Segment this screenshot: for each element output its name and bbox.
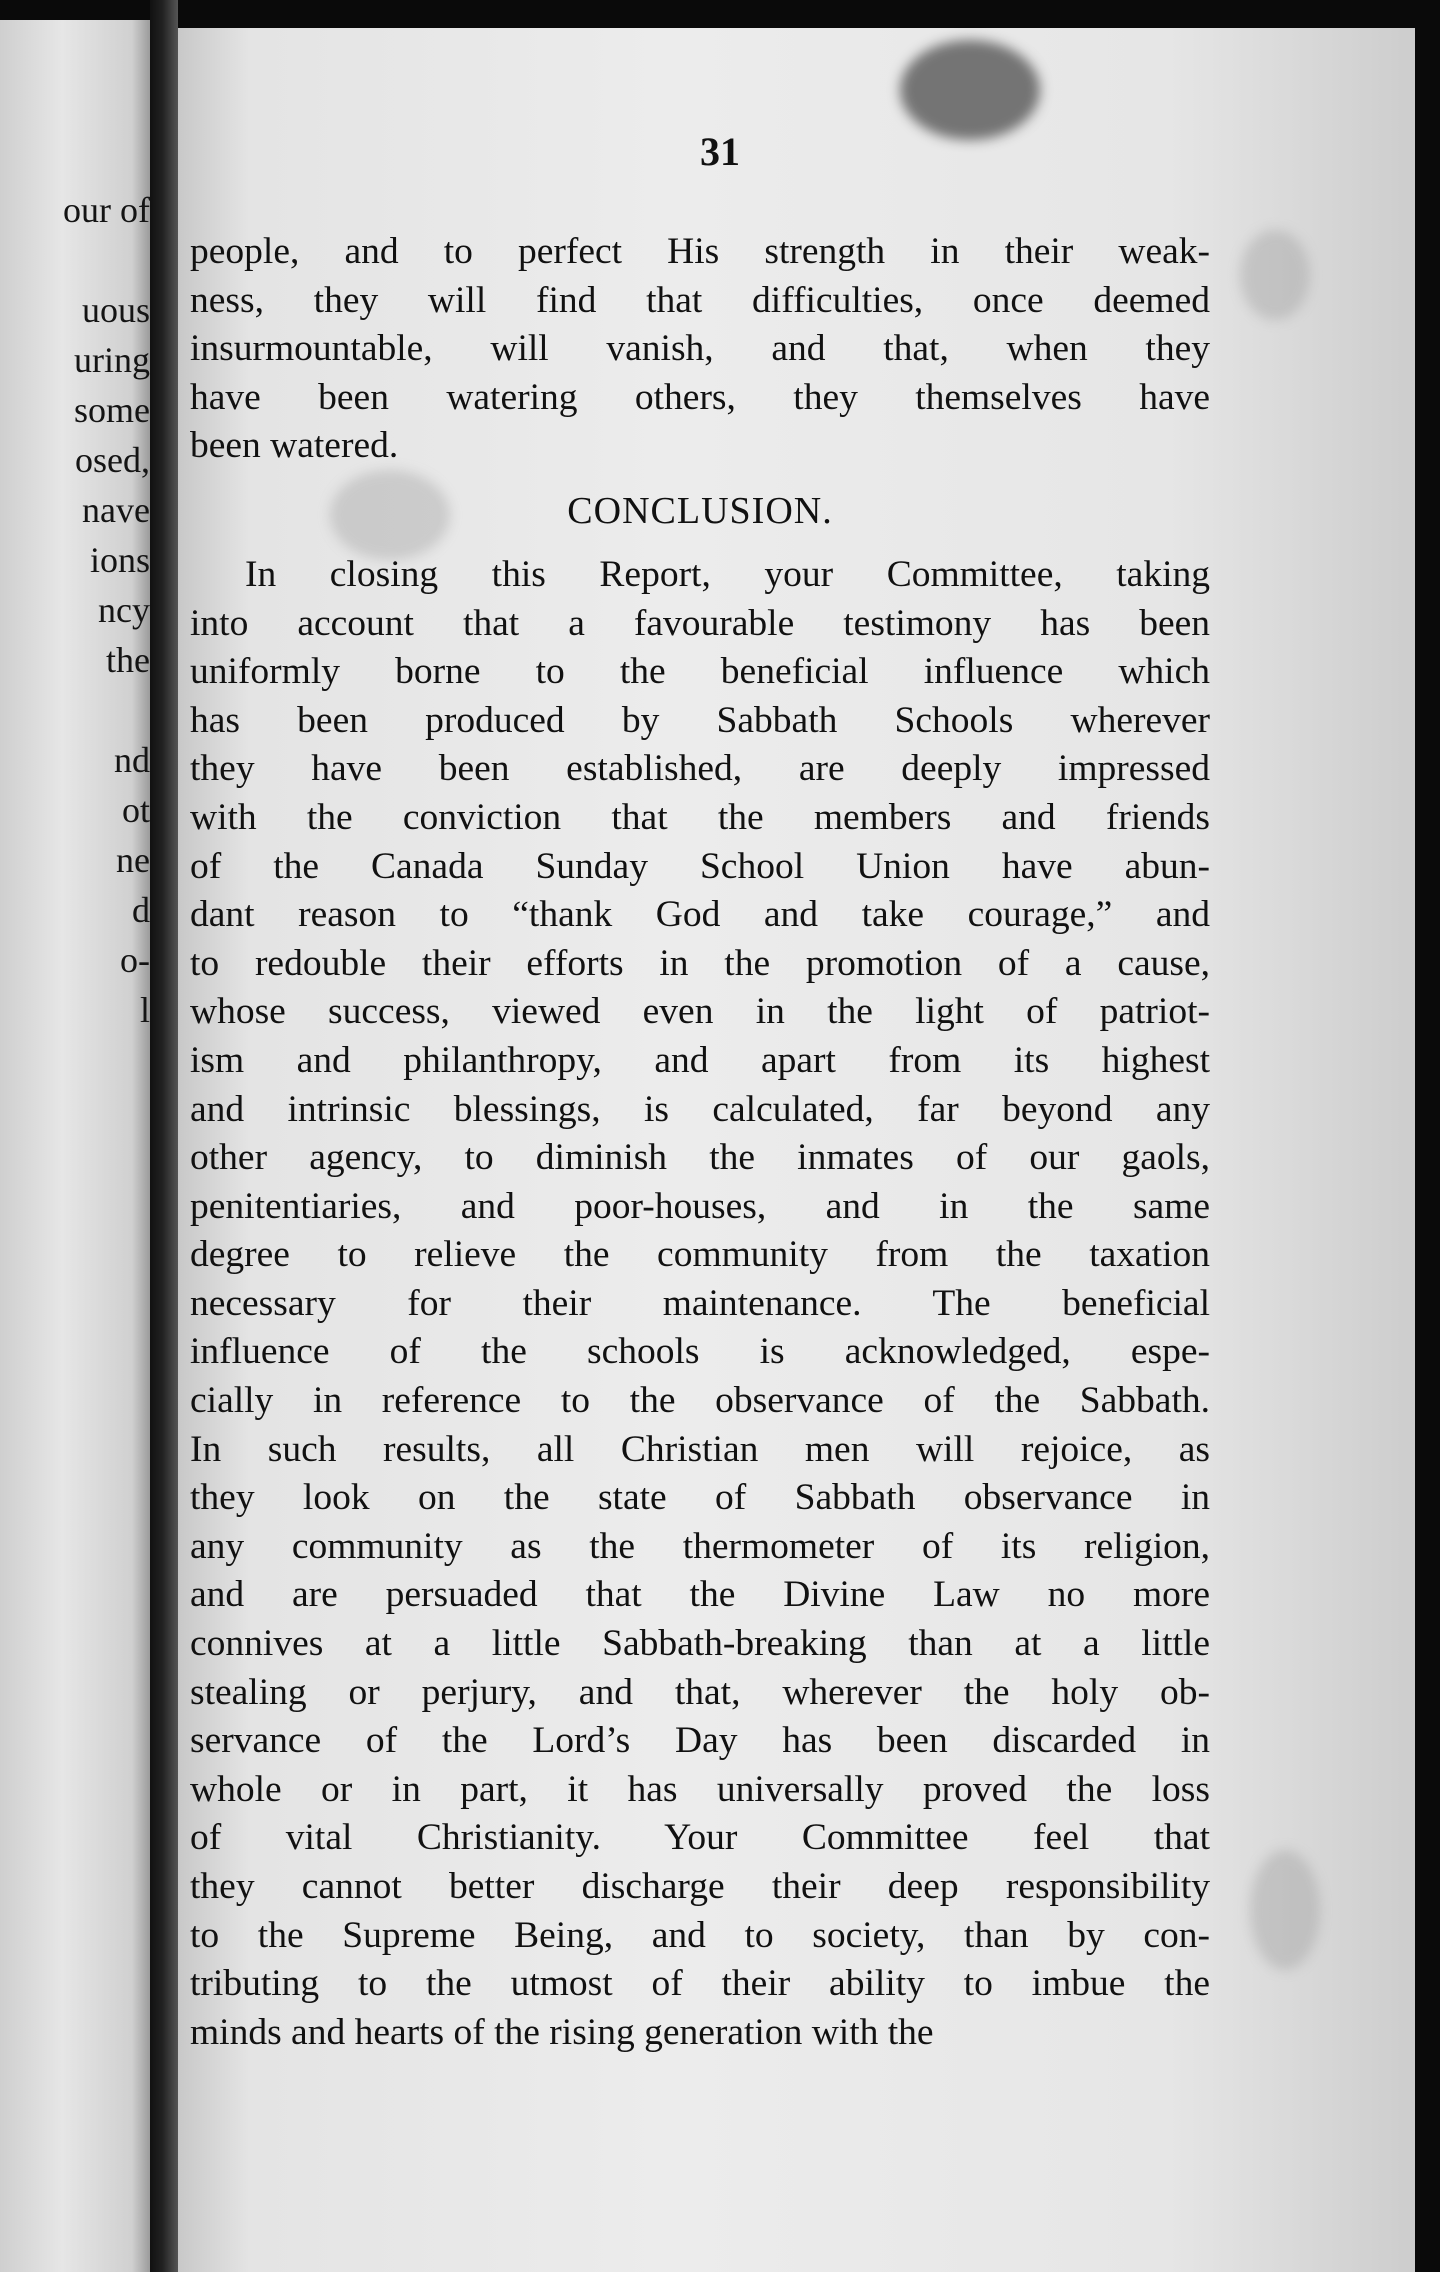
text-line: any community as the thermometer of its religion, [190,1525,1210,1567]
text-line: minds and hearts of the rising generation with the [190,2011,934,2053]
text-line: to redouble their efforts in the promotion of a cause, [190,942,1210,984]
text-line: whole or in part, it has universally proved the loss [190,1768,1210,1810]
water-stain [1240,230,1310,320]
text-line: necessary for their maintenance. The beneficial [190,1282,1210,1324]
text-line: insurmountable, will vanish, and that, when they [190,328,1210,370]
text-line: and intrinsic blessings, is calculated, far beyond any [190,1088,1210,1130]
paragraph-continuation [190,228,1210,471]
left-fragment-line: nave [82,490,150,530]
text-line: has been produced by Sabbath Schools wherever [190,699,1210,741]
text-line: uniformly borne to the beneficial influence which [190,651,1210,693]
left-page-text-fragments [0,185,150,1085]
left-fragment-line: o- [120,940,150,980]
text-line: degree to relieve the community from the taxation [190,1234,1210,1276]
left-fragment-line: ions [89,540,150,580]
left-fragment-line: l [139,990,150,1030]
left-fragment-line: osed, [75,440,150,480]
left-fragment-line: uring [74,340,150,380]
text-line: they have been established, are deeply impressed [190,748,1210,790]
left-fragment-line: ot [121,790,150,830]
book-gutter [150,0,178,2272]
text-line: and are persuaded that the Divine Law no more [190,1574,1210,1616]
text-line: other agency, to diminish the inmates of our gaols, [190,1137,1210,1179]
text-line: people, and to perfect His strength in their weak- [190,231,1210,272]
left-fragment-line [0,1035,150,1085]
left-fragment-line: our of [63,190,150,230]
water-stain [1250,1850,1320,1970]
text-line: stealing or perjury, and that, wherever the holy ob- [190,1671,1210,1713]
text-line: of the Canada Sunday School Union have abun- [190,845,1210,887]
text-line: they cannot better discharge their deep responsibility [190,1866,1210,1907]
paragraph-conclusion [190,551,1210,2057]
page-body [190,228,1210,2057]
section-heading: CONCLUSION. [567,489,833,532]
left-fragment-line: the [106,640,150,680]
text-line: have been watering others, they themselves have [190,376,1210,418]
text-line: they look on the state of Sabbath observance in [190,1477,1210,1519]
text-line: penitentiaries, and poor-houses, and in the same [190,1185,1210,1227]
page-number: 31 [700,129,740,174]
left-fragment-line: nd [114,740,150,780]
text-line: cially in reference to the observance of the Sabbath. [190,1380,1210,1422]
left-fragment-line: some [74,390,150,430]
text-line: In such results, all Christian men will rejoice, as [190,1428,1210,1470]
left-fragment-line [0,235,150,285]
left-fragment-line [0,685,150,735]
left-fragment-line: d [132,890,150,930]
left-fragment-line: ne [116,840,150,880]
water-stain [900,40,1040,140]
text-line: with the conviction that the members and friends [190,796,1210,838]
text-line: of vital Christianity. Your Committee feel that [190,1817,1210,1859]
text-line: to the Supreme Being, and to society, than by con- [190,1914,1210,1956]
text-line: ism and philanthropy, and apart from its highest [190,1039,1210,1081]
text-line: connives at a little Sabbath-breaking than at a little [190,1623,1210,1665]
text-line: influence of the schools is acknowledged, espe- [190,1331,1210,1373]
text-line: into account that a favourable testimony has been [190,602,1210,644]
text-line: whose success, viewed even in the light of patriot- [190,991,1210,1033]
text-line: In closing this Report, your Committee, taking [245,553,1210,595]
text-line: tributing to the utmost of their ability to imbue the [190,1963,1210,2005]
left-fragment-line: ncy [98,590,150,630]
text-line: dant reason to “thank God and take courage,” and [190,894,1210,936]
text-line: ness, they will find that difficulties, once deemed [190,279,1210,321]
left-fragment-line: uous [81,290,150,330]
text-line: been watered. [190,425,399,467]
text-line: servance of the Lord’s Day has been discarded in [190,1720,1210,1762]
